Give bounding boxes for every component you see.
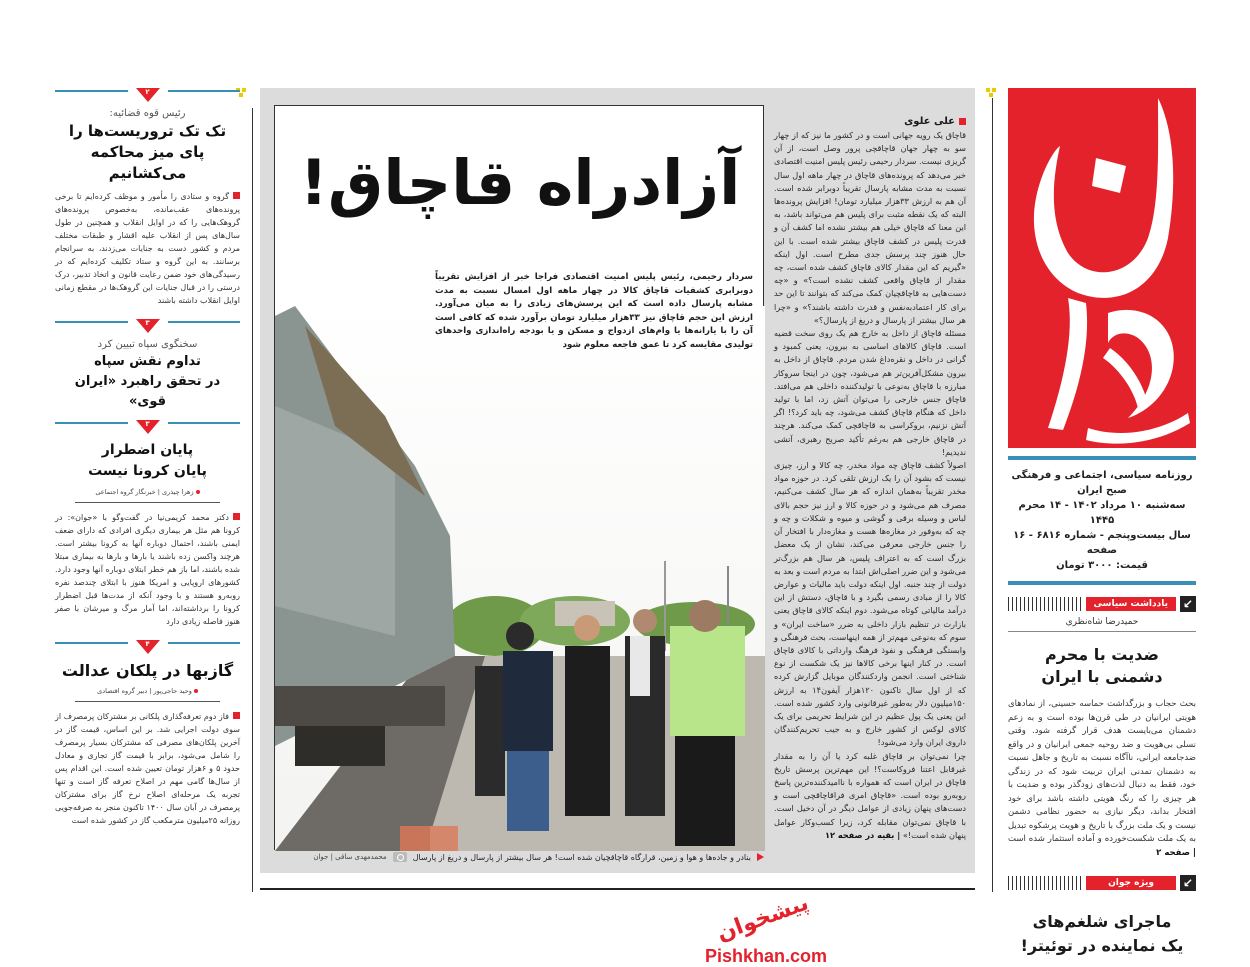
page-marker xyxy=(55,420,240,434)
special-title[interactable] xyxy=(1008,910,1196,958)
brief-title[interactable] xyxy=(55,121,240,184)
main-headline[interactable]: آزادراه قاچاق! xyxy=(299,146,741,219)
decor-dots-right xyxy=(986,88,1000,98)
masthead-date: سه‌شنبه ۱۰ مرداد ۱۴۰۲ - ۱۴ محرم ۱۴۴۵ xyxy=(1018,500,1186,526)
brief-title[interactable] xyxy=(55,352,240,412)
lead-paragraph: سردار رحیمی، رئیس پلیس امنیت اقتصادی فراجا خبر از افزایش تقریباً دوبرابری کشفیات قاچاق کالا در چهار ماهه اول امسال نسبت به مدت مشابه پارسال داده است که این پرسش‌های زیادی را به میان می‌آورد. ارزش این حجم قاچاق نیز ۳۳هزار میلیارد تومان برآورد شده که کافی است آن را با یارانه‌ها یا وام‌های ازدواج و مسکن و یا بودجه راه‌اندازی واحدهای تولیدی مقایسه کرد تا عمق فاجعه معلوم شود xyxy=(435,272,753,350)
special-title-line: ماجرای شلغم‌های xyxy=(1032,912,1172,931)
byline-name: وحید حاجی‌پور xyxy=(153,687,192,695)
column-divider-left xyxy=(252,108,253,892)
byline-rule xyxy=(75,502,220,503)
section-badge: ویژه جوان xyxy=(1086,876,1176,890)
brief-title-line: پای میز محاکمه می‌کشانیم xyxy=(90,143,205,182)
masthead-issue: سال بیست‌وپنجم - شماره ۶۸۱۶ - ۱۶ صفحه xyxy=(1013,530,1191,556)
political-note-header xyxy=(1008,595,1196,613)
brief-title-line: تک تک تروریست‌ها را xyxy=(68,122,227,140)
page-number: ۳ xyxy=(145,420,150,428)
story-paragraph xyxy=(774,750,966,842)
brief-body xyxy=(55,710,240,827)
red-square-icon xyxy=(233,192,240,199)
stripes-decor xyxy=(1008,876,1082,890)
javan-logo-icon xyxy=(1008,88,1196,448)
page-marker xyxy=(55,319,240,333)
brief-title[interactable] xyxy=(55,660,240,681)
arrow-corner-icon: ↙ xyxy=(1180,875,1196,891)
caption-text: بنادر و جاده‌ها و هوا و زمین، قرارگاه قاچاقچیان شده است! هر سال بیشتر از پارسال و دریغ از پارسال xyxy=(412,852,751,862)
red-square-icon xyxy=(959,118,966,125)
note-title-line: دشمنی با ایران xyxy=(1041,667,1163,686)
story-body xyxy=(774,129,966,842)
byline-name: زهرا چیذری xyxy=(161,488,194,496)
brief-title-line: گازبها در پلکان عدالت xyxy=(61,661,234,680)
page-number: ۲ xyxy=(145,88,150,96)
masthead-rule-top xyxy=(1008,456,1196,460)
page-number: ۳ xyxy=(145,319,150,327)
photo-caption xyxy=(274,852,764,862)
masthead-tagline: روزنامه سیاسی، اجتماعی و فرهنگی صبح ایران xyxy=(1011,470,1193,496)
watermark-fa: پیشخوان xyxy=(713,890,813,947)
story-author xyxy=(774,116,966,127)
brief-kicker: سخنگوی سپاه تبیین کرد xyxy=(97,339,198,350)
story-author-name: علی علوی xyxy=(904,116,955,127)
red-square-icon xyxy=(233,513,240,520)
note-author: حمیدرضا شاه‌نظری xyxy=(1008,613,1196,632)
story-continued-link[interactable]: | بقیه در صفحه ۱۲ xyxy=(824,829,901,840)
brief-body-text: فاز دوم تعرفه‌گذاری پلکانی بر مشترکان پرمصرف از سوی دولت اجرایی شد. بر این اساس، قیمت گاز در آخرین پلکان‌های مصرفی که مشترکان بسیار پرمصرف را شامل می‌شود، برابر با قیمت گاز تجاری و معادل حدود ۵ و ۶هزار تومان تعیین شده است. این اقدام پس از سال‌ها گامی مهم در اصلاح تعرفه گاز است و تنها تجربه یک مرحله‌ای اصلاح نرخ گاز برای مشترکان پرمصرف در آبان سال ۱۴۰۰ تاکنون منجر به صرفه‌جویی روزانه ۲۵میلیون مترمکعب گاز در کشور شده است xyxy=(55,712,240,825)
story-paragraph: مسئله قاچاق از داخل به خارج هم یک روی سخت قضیه است. قاچاق کالاهای اساسی به بیرون، یعنی کمبود و گرانی در داخل و نقره‌داغ شدن مردم. قاچاق از داخل به بیرون مشکل‌آفرین‌تر هم می‌شود، چون در اینجا سروکار مبارزه با قاچاق به‌نوعی با تولیدکننده داخلی هم می‌افتد. قاچاق جنس خارجی را می‌توان آتش زد، اما با تولید داخل که هنگام قاچاق کشف می‌شود، چه باید کرد؟! اگر آتش نزنیم، بروکراسی به قاچاقچی کمک می‌کند. هرچند در قاچاق خارجی هم به‌رغم تأکید صریح رهبری، آتشی ندیدیم! xyxy=(774,328,966,457)
special-header xyxy=(1008,874,1196,892)
story-column xyxy=(774,116,966,842)
section-badge: یادداشت سیاسی xyxy=(1086,597,1176,611)
note-body xyxy=(1008,698,1196,860)
brief-title-line: در تحقق راهبرد «ایران قوی» xyxy=(74,374,221,409)
story-paragraph: اصولاً کشف قاچاق چه مواد مخدر، چه کالا و ارز، چیزی نیست که بشود آن را یک ارزش تلقی کرد. در حوزه مواد مخدر تقریباً به‌همان اندازه که هر سال کشف می‌کنیم، مصرف هم می‌شود و در حوزه کالا و ارز نیز حجم بالای لباس و وسیله برقی و گوشی و میوه و شکلات و چه و چه که به‌وفور در مغازه‌ها هست و مغازه‌دار با افتخار آن را جنس خارجی معرفی می‌کند، نشان از یک معضل بزرگ است که به اعتراف پلیس، هر سال هم بزرگ‌تر می‌شود و این ضرر اصلی‌اش ابتدا به مردم است و بعد به دولت از چند جنبه. اول اینکه دولت باید مالیات و عوارض کالا را از مبادی رسمی بگیرد و با قاچاق، دستش از این درآمد مالیاتی کوتاه می‌شود. دوم اینکه کالای قاچاق یعنی بازارت در تنظیم بازار داخلی به ضرر «ساخت ایران» و سوم که به‌نوعی مهم‌تر از همه اینهاست، بحث فرهنگی و وابستگی فرهنگی و نفوذ فرهنگ وارداتی با کالای قاچاق است. در کنار اینها برخی کالاها نیز یک شکست از نوع شناختی است. انجمن واردکنندگان موبایل گزارش کرده که از اول سال تاکنون ۱۲۰هزار آیفون۱۴ به ارزش ۱۵۰میلیون دلار به‌طور غیرقانونی وارد کشور شده است. این یعنی یک پول عظیم در این شرایط تحریمی برای یک کالای لوکس از کشور خارج و به جیب تحریم‌کنندگان داروی ایران وارد می‌شود! xyxy=(774,460,966,748)
brief-title-line: پایان کرونا نیست xyxy=(88,463,207,479)
red-dot-icon xyxy=(196,490,200,494)
page-marker xyxy=(55,88,240,102)
brief-title-line: تداوم نقش سپاه xyxy=(94,354,201,369)
column-divider-right xyxy=(992,98,993,892)
brief-title-line: پایان اضطرار xyxy=(101,442,194,458)
photo-illustration xyxy=(275,306,765,851)
stripes-decor xyxy=(1008,597,1082,611)
byline-role: دبیر گروه اقتصادی xyxy=(97,687,148,695)
byline-role: خبرنگار گروه اجتماعی xyxy=(95,488,156,496)
brief-body-text: دکتر محمد کریمی‌نیا در گفت‌وگو با «جوان»: در کرونا هم مثل هر بیماری دیگری افرادی که دارای ضعف ایمنی باشند، احتمال دوباره آنها به کرونا بیشتر است. هرچند واکسن زده باشند یا بارها و بارها به بیماری مبتلا شده باشند، اما باز هم خطر ابتلای دوباره آنها وجود دارد. کشورهای اروپایی و امریکا هنوز با ابتلای چندصد نفره روبه‌رو هستند و با وجود آنکه از مدت‌ها قبل اضطرار کرونا را برداشته‌اند، اما آمار مرگ و میرشان با صفر هنوز فاصله زیادی دارد xyxy=(55,513,240,626)
note-title[interactable] xyxy=(1008,644,1196,688)
arrow-corner-icon: ↙ xyxy=(1180,596,1196,612)
page-number: ۴ xyxy=(145,640,150,648)
page-marker xyxy=(55,640,240,654)
special-title-line: یک نماینده در توئیتر! xyxy=(1020,936,1184,955)
newspaper-logo[interactable] xyxy=(1008,88,1196,448)
photo-credit: محمدمهدی ساقی | جوان xyxy=(313,853,387,861)
camera-icon xyxy=(393,852,407,862)
note-page-link[interactable]: | صفحه ۲ xyxy=(1156,847,1196,858)
briefs-column xyxy=(55,88,240,839)
byline-rule xyxy=(75,701,220,702)
masthead-price: قیمت: ۳۰۰۰ تومان xyxy=(1056,560,1148,571)
brief-body xyxy=(55,511,240,628)
flag-icon xyxy=(757,853,764,861)
masthead-column xyxy=(1008,88,1196,958)
brief-kicker: رئیس قوه قضائیه: xyxy=(109,108,186,119)
brief-body-text: گروه و ستادی را مأمور و موظف کرده‌ایم تا برخی پرونده‌های عقب‌مانده، به‌خصوص پرونده‌های گروهک‌هایی را که در اوایل انقلاب و همچنین در طول سال‌های پس از انقلاب علیه اقشار و طبقات مختلف مردم و کشور دست به جنایات می‌زدند، به سرانجام برسانند. به این گروه و ستاد تکلیف کرده‌ایم که در رسیدگی‌های خود ضمن رعایت قانون و اتخاذ تدبیر، درک درستی را در قبال جنایات این گروهک‌ها در مقطع زمانی اوایل انقلاب داشته باشند xyxy=(55,192,240,305)
byline: زهرا چیذری | خبرنگار گروه اجتماعی xyxy=(55,488,240,496)
story-paragraph-text: چرا نمی‌توان بر قاچاق غلبه کرد یا آن را به مقدار غیرقابل اعتنا فروکاست؟! این مهم‌ترین پرسش تاریخ قاچاق در ایران است که همواره با ناامیدکننده‌ترین پاسخ روبه‌رو بوده است. «قاچاق امری فراقاچاقچی است و دست‌های پنهان زیادی از عوامل دیگر در آن دخیل است. با قاچاق نمی‌توان مقابله کرد، زیرا کسب‌وکار عوامل پنهان شده است!» xyxy=(774,750,966,840)
brief-body xyxy=(55,190,240,307)
note-body-text: بحث حجاب و بزرگداشت حماسه حسینی، از نمادهای هویتی ایرانیان در طی قرن‌ها بوده است و به زعم دشمنان می‌بایست هدف قرار گرفته شود. وقتی نسلی بی‌هویت و ضد روحیه جمعی ایرانیان و در واقع ضدجامعه ایرانی، ناآگاه نسبت به تاریخ و جاهل نسبت به دشمنان تمدنی ایران تربیت شود که در زندگی خود، فقط به دنبال لذت‌های زودگذر بوده و ضدیت با هر چیزی را که رنگ هویتی داشته باشد برای خود افتخار بداند، دیگر نیازی به حضور نظامی دشمن نیست و یک ملت بزرگ با تاریخ و هویت پرشکوه تبدیل به یک ملت شکست‌خورده و آماده استثمار شده است xyxy=(1008,699,1196,844)
masthead-rule-bottom xyxy=(1008,581,1196,585)
watermark: Pishkhan.com xyxy=(705,946,828,966)
red-square-icon xyxy=(233,712,240,719)
note-title-line: ضدیت با محرم xyxy=(1045,645,1159,664)
masthead-info xyxy=(1008,468,1196,573)
byline: وحید حاجی‌پور | دبیر گروه اقتصادی xyxy=(55,687,240,695)
red-dot-icon xyxy=(194,689,198,693)
story-paragraph: قاچاق یک رویه جهانی است و در کشور ما نیز که از چهار سو به چهار جهان قاچاقچی پرور وصل است، از آن گریزی نیست. سردار رحیمی رئیس پلیس امنیت اقتصادی خبر می‌دهد که پرونده‌های قاچاق در چهار ماهه اول سال نسبت به مدت مشابه پارسال تقریباً دوبرابر شده است. آن هم به ارزش ۳۳هزار میلیارد تومان! افزایش پرونده‌ها البته که یک نقطه مثبت برای پلیس هم می‌تواند باشد، به این معنا که قاچاق خیلی هم بیشتر نشده اما کشف آن و قدرت پلیس در کشف قاچاق بیشتر شده است. با این حال هنوز چند پرسش جدی مطرح است. اول اینکه «گیریم که این مقدار کالای قاچاق کشف شده است، چه مقدار از قاچاق واقعی کشف نشده است؟» و «چه دست‌هایی به قاچاقچیان کمک می‌کند که بتوانند تا این حد برای کار اعتمادبه‌نفس و قدرت داشته باشند؟» و «چرا هر سال بیشتر از پارسال و دریغ از پارسال؟» xyxy=(774,130,966,325)
brief-title[interactable] xyxy=(55,440,240,482)
bottom-rule xyxy=(260,888,975,890)
